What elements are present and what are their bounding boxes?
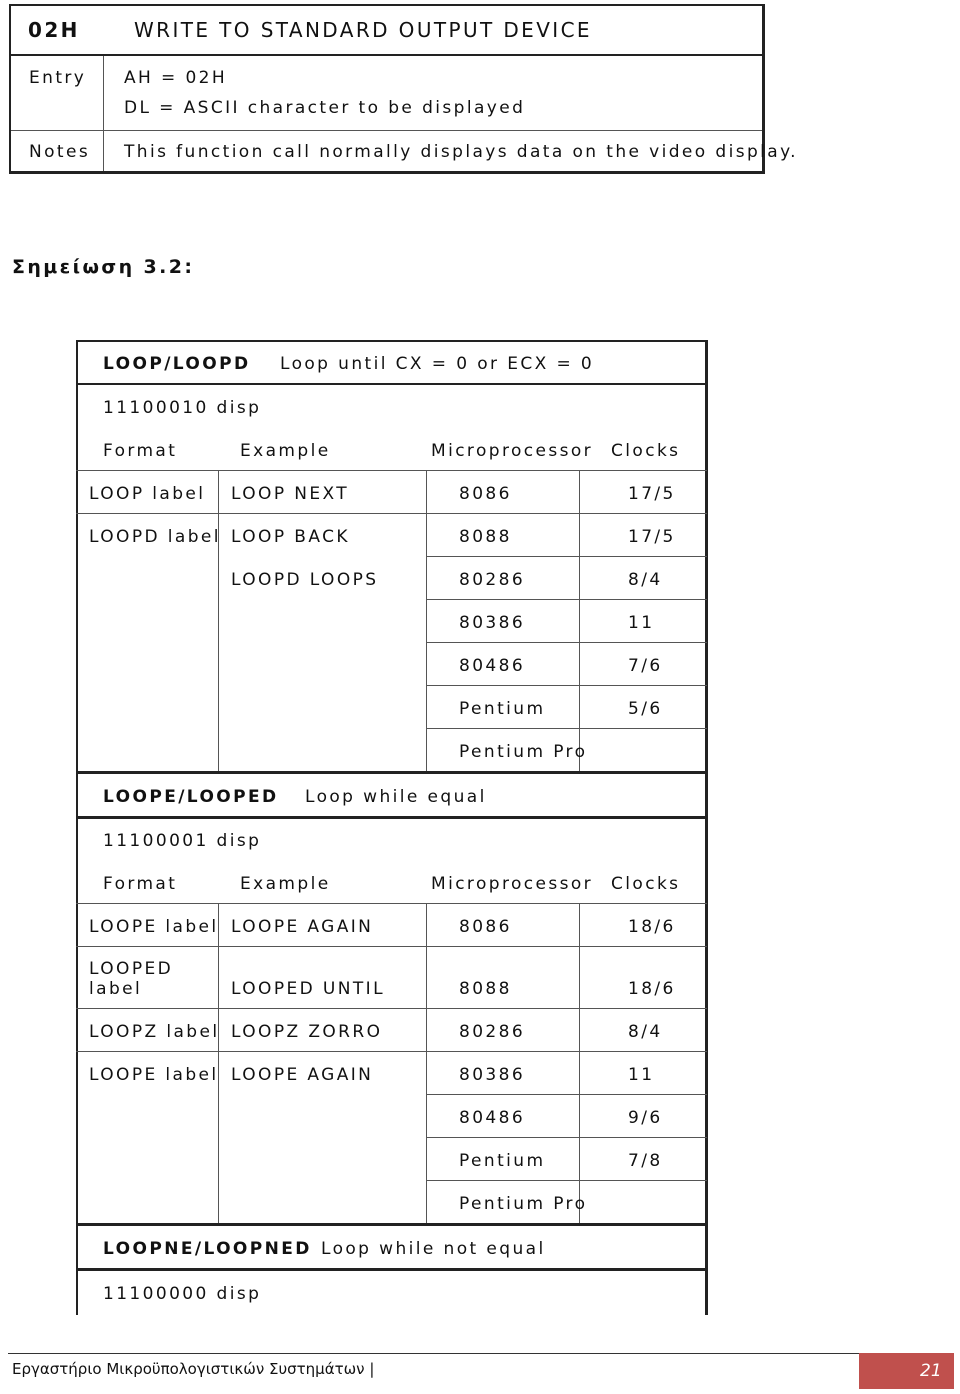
footer-rule <box>8 1353 859 1354</box>
entry-line-2: DL = ASCII character to be displayed <box>124 98 526 118</box>
loop-example: LOOP BACK <box>231 527 350 547</box>
loop-clocks: 17/5 <box>628 527 676 547</box>
table-border <box>76 383 707 385</box>
table-border <box>705 340 708 1315</box>
table-rule <box>426 599 707 600</box>
loop-clocks: 17/5 <box>628 484 676 504</box>
table-rule <box>76 946 707 947</box>
table-rule <box>76 513 707 514</box>
table-rule <box>76 903 707 904</box>
loop-clocks: 5/6 <box>628 699 663 719</box>
header-example: Example <box>240 874 331 894</box>
table-rule <box>218 470 219 772</box>
loop-cpu: 8086 <box>459 484 512 504</box>
loop-mnemonic: LOOP/LOOPD <box>103 354 251 374</box>
loope-format: LOOPE label <box>89 917 219 937</box>
page-number: 21 <box>920 1361 942 1381</box>
loope-format: LOOPE label <box>89 1065 219 1085</box>
entry-label: Entry <box>29 68 87 88</box>
loope-example: LOOPE AGAIN <box>231 1065 374 1085</box>
table-rule <box>426 903 427 1225</box>
table-border <box>76 1268 707 1271</box>
loop-cpu: 80486 <box>459 656 526 676</box>
loope-cpu: Pentium Pro <box>459 1194 588 1214</box>
table-border <box>76 1223 707 1226</box>
notes-label: Notes <box>29 142 91 162</box>
loope-mnemonic: LOOPE/LOOPED <box>103 787 279 807</box>
loope-cpu: 8086 <box>459 917 512 937</box>
table-border <box>76 340 707 342</box>
header-format: Format <box>103 441 178 461</box>
header-example: Example <box>240 441 331 461</box>
table-rule <box>426 728 707 729</box>
loop-clocks: 7/6 <box>628 656 663 676</box>
notes-text: This function call normally displays data on the video display. <box>124 142 798 162</box>
header-clocks: Clocks <box>611 874 681 894</box>
loop-cpu: Pentium Pro <box>459 742 588 762</box>
table-border <box>76 816 707 819</box>
table-rule <box>426 685 707 686</box>
table-rule <box>76 1008 707 1009</box>
loopne-mnemonic: LOOPNE/LOOPNED <box>103 1239 312 1259</box>
loope-example: LOOPZ ZORRO <box>231 1022 383 1042</box>
table-rule <box>218 903 219 1225</box>
header-format: Format <box>103 874 178 894</box>
divider <box>11 54 762 56</box>
table-rule <box>579 470 580 772</box>
loope-example: LOOPED UNTIL <box>231 979 385 999</box>
loop-clocks: 8/4 <box>628 570 663 590</box>
loop-format: LOOP label <box>89 484 206 504</box>
loope-cpu: 8088 <box>459 979 512 999</box>
table-rule <box>426 1180 707 1181</box>
divider <box>103 56 104 171</box>
loope-clocks: 11 <box>628 1065 655 1085</box>
table-rule <box>426 1137 707 1138</box>
note-heading: Σημείωση 3.2: <box>12 256 195 278</box>
table-rule <box>426 556 707 557</box>
loop-example: LOOP NEXT <box>231 484 350 504</box>
table-rule <box>426 470 427 772</box>
loope-clocks: 18/6 <box>628 979 676 999</box>
footer-text: Εργαστήριο Μικροϋπολογιστικών Συστημάτων | <box>12 1360 375 1378</box>
loop-clocks: 11 <box>628 613 655 633</box>
loope-cpu: 80286 <box>459 1022 526 1042</box>
loop-example: LOOPD LOOPS <box>231 570 379 590</box>
entry-line-1: AH = 02H <box>124 68 228 88</box>
loope-cpu: 80386 <box>459 1065 526 1085</box>
loopne-desc: Loop while not equal <box>321 1239 546 1259</box>
table-rule <box>76 470 707 471</box>
loope-clocks: 8/4 <box>628 1022 663 1042</box>
divider <box>11 130 762 131</box>
loope-clocks: 7/8 <box>628 1151 663 1171</box>
table-rule <box>426 642 707 643</box>
loope-format: label <box>89 979 143 999</box>
table-border <box>76 340 78 1315</box>
header-microprocessor: Microprocessor <box>431 874 594 894</box>
loope-opcode: 11100001 disp <box>103 831 262 851</box>
loope-cpu: Pentium <box>459 1151 546 1171</box>
table-rule <box>76 1051 707 1052</box>
int02-code: 02H <box>28 18 80 42</box>
loop-cpu: 80386 <box>459 613 526 633</box>
loop-cpu: 80286 <box>459 570 526 590</box>
int02-title: WRITE TO STANDARD OUTPUT DEVICE <box>134 18 592 42</box>
loope-format: LOOPZ label <box>89 1022 220 1042</box>
loop-format: LOOPD label <box>89 527 221 547</box>
table-rule <box>426 1094 707 1095</box>
table-border <box>76 771 707 774</box>
loop-cpu: Pentium <box>459 699 546 719</box>
loope-example: LOOPE AGAIN <box>231 917 374 937</box>
loope-cpu: 80486 <box>459 1108 526 1128</box>
loopne-opcode: 11100000 disp <box>103 1284 262 1304</box>
loop-cpu: 8088 <box>459 527 512 547</box>
loop-desc: Loop until CX = 0 or ECX = 0 <box>280 354 595 374</box>
loop-opcode: 11100010 disp <box>103 398 262 418</box>
loope-format: LOOPED <box>89 959 174 979</box>
header-clocks: Clocks <box>611 441 681 461</box>
header-microprocessor: Microprocessor <box>431 441 594 461</box>
loope-desc: Loop while equal <box>305 787 487 807</box>
loope-clocks: 18/6 <box>628 917 676 937</box>
table-rule <box>579 903 580 1225</box>
loope-clocks: 9/6 <box>628 1108 663 1128</box>
